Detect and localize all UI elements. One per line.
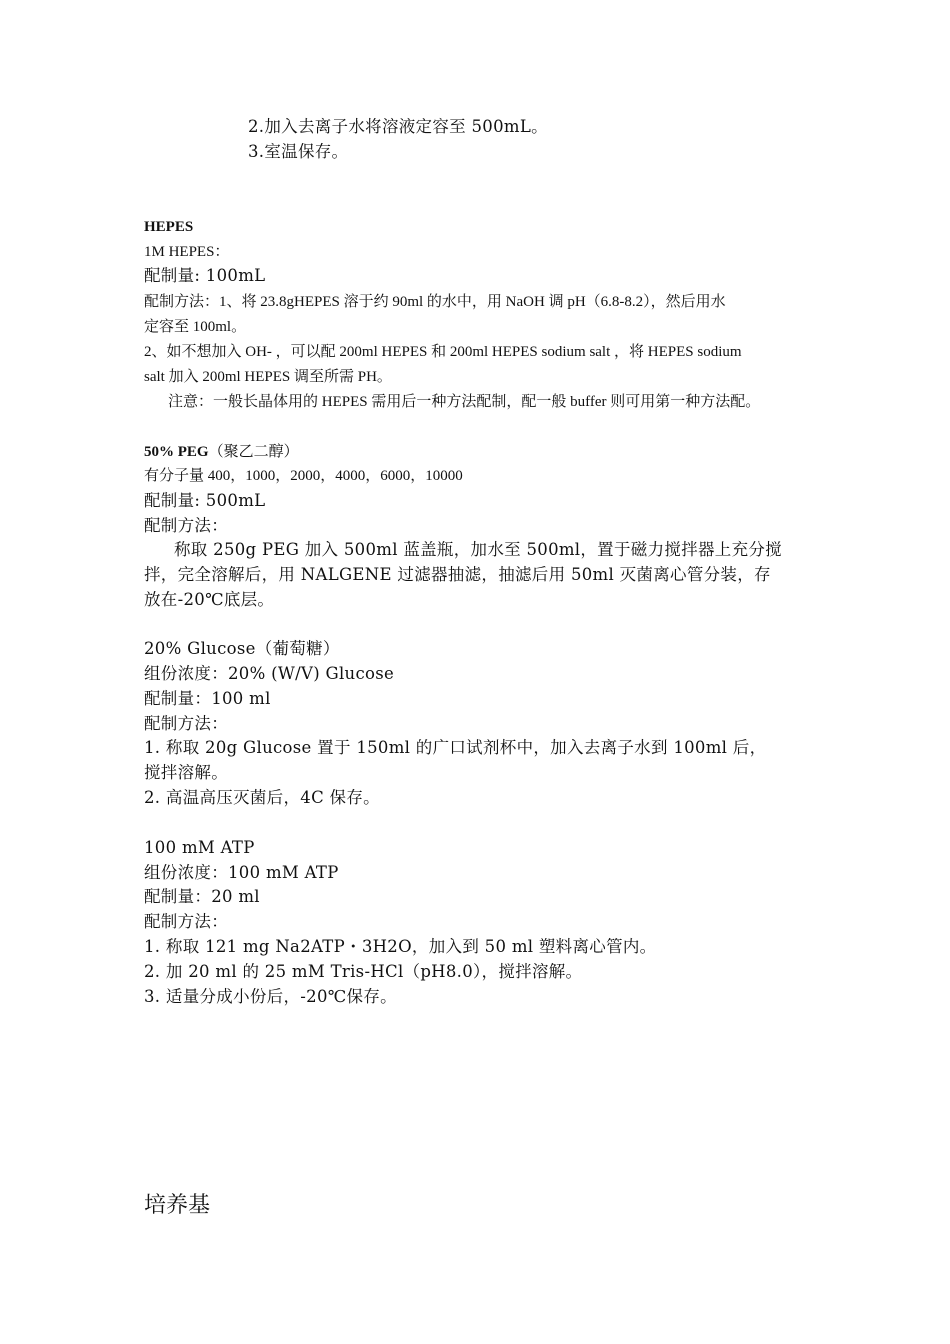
glucose-step-2: 2. 高温高压灭菌后，4C 保存。: [144, 788, 380, 807]
section-title: 培养基: [144, 1192, 211, 1217]
glucose-method-label: 配制方法：: [144, 714, 228, 733]
glucose-step-1a: 1. 称取 20g Glucose 置于 150ml 的广口试剂杯中，加入去离子水到 100ml 后，: [144, 738, 767, 757]
peg-amount: 配制量: 500mL: [144, 491, 266, 510]
glucose-heading: 20% Glucose（葡萄糖）: [144, 639, 340, 658]
hepes-heading: HEPES: [144, 219, 194, 235]
hepes-method-1b: 定容至 100ml。: [144, 319, 247, 335]
atp-step-2: 2. 加 20 ml 的 25 mM Tris-HCl（pH8.0），搅拌溶解。: [144, 962, 583, 981]
step-2-text: 2.加入去离子水将溶液定容至 500mL。: [248, 117, 548, 136]
atp-step-1: 1. 称取 121 mg Na2ATP・3H2O，加入到 50 ml 塑料离心管内。: [144, 937, 657, 956]
hepes-amount: 配制量: 100mL: [144, 266, 266, 285]
peg-heading: [144, 445, 299, 460]
atp-step-3: 3. 适量分成小份后，-20℃保存。: [144, 987, 397, 1006]
hepes-method-1a: 配制方法：1、将 23.8gHEPES 溶于约 90ml 的水中，用 NaOH 调 pH（6.8-8.2），然后用水: [144, 294, 726, 310]
peg-heading-bold: 50% PEG: [144, 444, 209, 460]
peg-method-label: 配制方法：: [144, 516, 228, 535]
atp-method-label: 配制方法：: [144, 912, 228, 931]
peg-heading-rest: （聚乙二醇）: [208, 444, 299, 460]
atp-amount: 配制量：20 ml: [144, 887, 260, 906]
peg-weights: 有分子量 400，1000，2000，4000，6000，10000: [144, 468, 463, 484]
peg-body-1: 称取 250g PEG 加入 500ml 蓝盖瓶，加水至 500ml，置于磁力搅拌器上充分搅: [174, 540, 782, 559]
hepes-sub: 1M HEPES：: [144, 244, 230, 260]
atp-heading: 100 mM ATP: [144, 838, 255, 857]
hepes-note: 注意：一般长晶体用的 HEPES 需用后一种方法配制，配一般 buffer 则可用第一种方法配。: [168, 394, 761, 410]
step-3-text: 3.室温保存。: [248, 142, 349, 161]
glucose-amount: 配制量：100 ml: [144, 689, 271, 708]
peg-body-2: 拌，完全溶解后，用 NALGENE 过滤器抽滤，抽滤后用 50ml 灭菌离心管分装，存: [144, 565, 771, 584]
hepes-method-2b: salt 加入 200ml HEPES 调至所需 PH。: [144, 369, 392, 385]
glucose-step-1b: 搅拌溶解。: [144, 763, 228, 782]
hepes-method-2a: 2、如不想加入 OH- ，可以配 200ml HEPES 和 200ml HEPES sodium salt ，将 HEPES sodium: [144, 344, 742, 360]
atp-concentration: 组份浓度：100 mM ATP: [144, 863, 339, 882]
glucose-concentration: 组份浓度：20% (W/V) Glucose: [144, 664, 395, 683]
peg-body-3: 放在-20℃底层。: [144, 590, 275, 609]
